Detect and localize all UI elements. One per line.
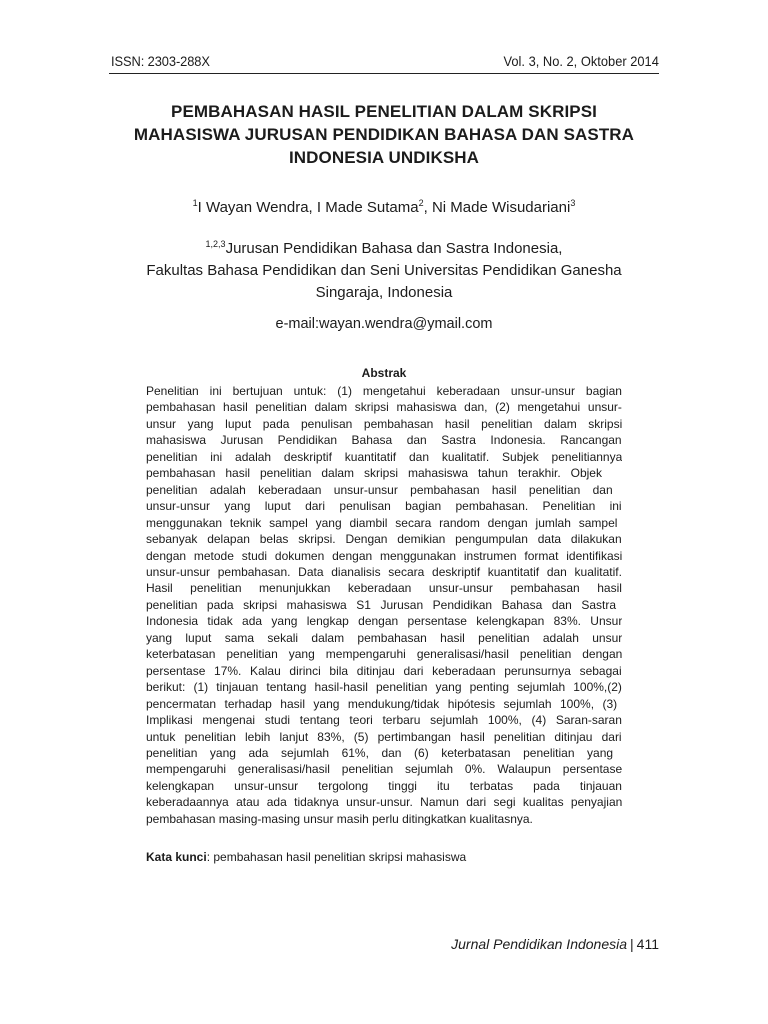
abstract-line: Penelitian ini bertujuan untuk: (1) mengetahui keberadaan unsur-unsur bagian	[146, 384, 622, 398]
title-line: PEMBAHASAN HASIL PENELITIAN DALAM SKRIPSI	[171, 102, 597, 121]
abstract-line: pembahasan masing-masing unsur masih perlu ditingkatkan kualitasnya.	[146, 811, 533, 826]
author-email: e-mail:wayan.wendra@ymail.com	[275, 316, 493, 332]
abstract-line: penelitian adalah keberadaan unsur-unsur pembahasan hasil penelitian dan	[146, 482, 613, 497]
abstract-line: pencermatan terhadap hasil yang mendukung/tidak hipótesis sejumlah 100%, (3)	[146, 696, 618, 711]
affiliation	[100, 233, 668, 304]
abstract-heading: Abstrak	[361, 366, 407, 380]
abstract-line: Indonesia tidak ada yang lengkap dengan persentase kelengkapan 83%. Unsur	[146, 614, 622, 629]
volume-label: Vol. 3, No. 2, Oktober 2014	[503, 53, 659, 69]
abstract-line: mempengaruhi generalisasi/hasil penelitian sejumlah 0%. Walaupun persentase	[146, 762, 622, 777]
abstract-line: Hasil penelitian menunjukkan keberadaan unsur-unsur pembahasan hasil	[146, 581, 622, 596]
title-line: INDONESIA UNDIKSHA	[288, 148, 480, 167]
author-names: I Wayan Wendra, I Made Sutama	[197, 199, 419, 216]
keywords-text: : pembahasan hasil penelitian skripsi mahasiswa	[206, 850, 467, 864]
author-sup: 1	[192, 198, 198, 208]
keywords	[146, 850, 622, 864]
abstract-line: yang luput sama sekali dalam pembahasan hasil penelitian adalah unsur	[146, 630, 622, 645]
abstract-line: sebanyak delapan belas skripsi. Dengan demikian pengumpulan data dilakukan	[146, 532, 622, 547]
author-list	[100, 193, 668, 218]
abstract-line: berikut: (1) tinjauan tentang hasil-hasil penelitian yang penting sejumlah 100%,(2)	[146, 680, 622, 695]
abstract-line: penelitian ini adalah deskriptif kuantitatif dan kualitatif. Subjek penelitiannya	[146, 449, 622, 464]
journal-name: Jurnal Pendidikan Indonesia	[451, 936, 628, 952]
affiliation-text: Jurusan Pendidikan Bahasa dan Sastra Indonesia,	[225, 240, 563, 257]
author-names: , Ni Made Wisudariani	[423, 199, 571, 216]
abstract-line: unsur-unsur yang luput dari penulisan bagian pembahasan. Penelitian ini	[146, 499, 622, 514]
abstract-body	[146, 383, 622, 827]
abstract-line: untuk penelitian lebih lanjut 83%, (5) pertimbangan hasil penelitian ditinjau dari	[146, 729, 622, 744]
affiliation-sup: 1,2,3	[205, 239, 226, 249]
title-line: MAHASISWA JURUSAN PENDIDIKAN BAHASA DAN SASTRA	[133, 125, 635, 144]
abstract-line: menggunakan teknik sampel yang diambil secara random dengan jumlah sampel	[146, 515, 618, 530]
keywords-label: Kata kunci	[146, 850, 207, 864]
header-rule	[109, 73, 659, 74]
abstract-line: Implikasi mengenai studi tentang teori terbaru sejumlah 100%, (4) Saran-saran	[146, 713, 622, 728]
abstract-line: penelitian pada skripsi mahasiswa S1 Jurusan Pendidikan Bahasa dan Sastra	[146, 597, 617, 612]
abstract-line: kelengkapan unsur-unsur tergolong tinggi itu terbatas pada tinjauan	[146, 778, 622, 793]
abstract-line: pembahasan hasil penelitian dalam skripsi mahasiswa dan, (2) mengetahui unsur-	[146, 400, 622, 415]
abstract-line: dengan metode studi dokumen dengan menggunakan instrumen format identifikasi	[146, 548, 622, 563]
paper-title	[100, 100, 668, 169]
author-sup: 3	[570, 198, 576, 208]
abstract-line: mahasiswa Jurusan Pendidikan Bahasa dan Sastra Indonesia. Rancangan	[146, 433, 622, 448]
abstract-line: keberadaannya atau ada tidaknya unsur-unsur. Namun dari segi kualitas penyajian	[146, 795, 622, 810]
footer-separator: |	[630, 936, 634, 952]
affiliation-line: Singaraja, Indonesia	[315, 284, 453, 301]
affiliation-line	[100, 233, 668, 260]
abstract-line: pembahasan hasil penelitian dalam skripsi mahasiswa tahun terakhir. Objek	[146, 466, 602, 481]
affiliation-line: Fakultas Bahasa Pendidikan dan Seni Universitas Pendidikan Ganesha	[146, 262, 622, 279]
author-sup: 2	[418, 198, 424, 208]
abstract-line: persentase 17%. Kalau dirinci bila ditinjau dari keberadaan perunsurnya sebagai	[146, 663, 622, 678]
abstract-line: unsur-unsur pembahasan. Data dianalisis secara deskriptif kuantitatif dan kualitatif.	[146, 564, 622, 579]
page-footer	[451, 936, 659, 952]
page-number: 411	[636, 936, 659, 952]
issn-label: ISSN: 2303-288X	[111, 53, 210, 69]
abstract-line: unsur yang luput pada penulisan pembahasan hasil penelitian dalam skripsi	[146, 416, 622, 431]
abstract-line: keterbatasan penelitian yang mempengaruhi generalisasi/hasil penelitian dengan	[146, 647, 622, 662]
abstract-line: penelitian yang ada sejumlah 61%, dan (6) keterbatasan penelitian yang	[146, 745, 614, 760]
